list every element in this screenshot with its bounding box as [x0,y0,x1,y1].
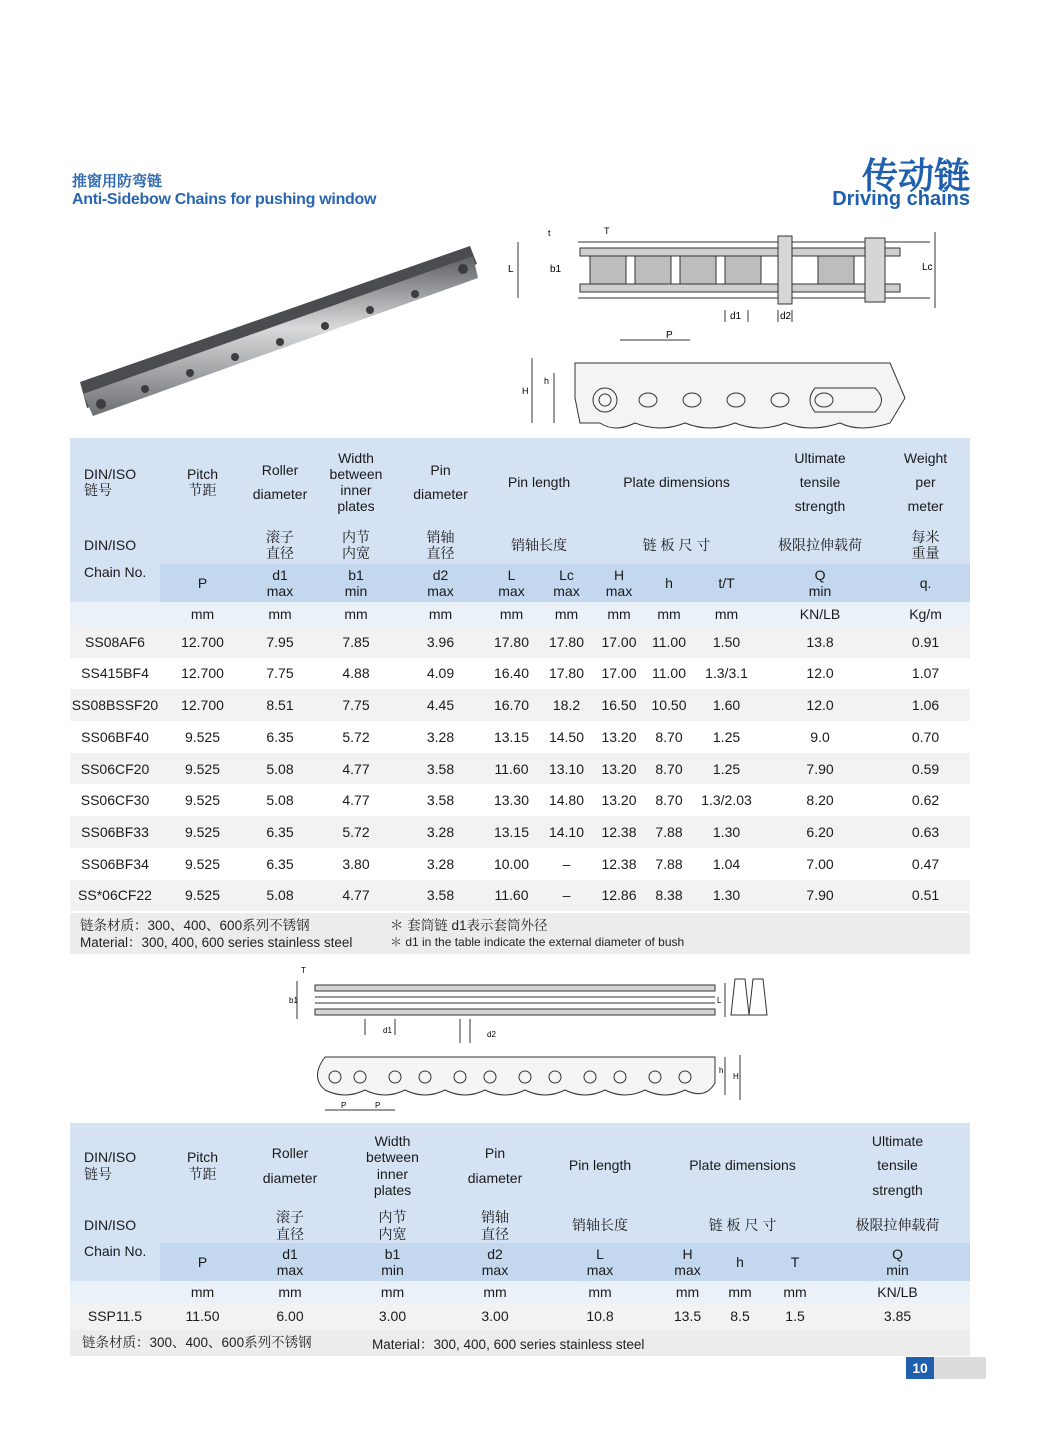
table-cell: 13.15 [484,721,539,753]
section-subtitle-en: Anti-Sidebow Chains for pushing window [72,191,377,208]
table-cell: 13.30 [484,784,539,816]
table-cell: 12.86 [594,880,644,912]
table-cell: – [539,880,594,912]
t2-sym-L: L max [540,1243,660,1281]
page-title-cn: 传动链 [861,155,970,196]
table-cell: 3.58 [397,753,484,785]
t2-hdr-plate-dim: Plate dimensions [660,1123,825,1208]
table-cell: 12.700 [160,658,245,690]
table-cell: 16.70 [484,689,539,721]
table-cell: 1.25 [694,721,759,753]
label-d1-top: d1 [730,311,742,322]
table-cell: 1.25 [694,753,759,785]
t2-sym-P: P [160,1243,245,1281]
table-cell: 13.20 [594,784,644,816]
table-row [70,816,970,848]
table-cell: 11.00 [644,658,694,690]
t2-hdr-plate-dim-cn: 链 板 尺 寸 [660,1208,825,1243]
hdr-uts: Ultimate tensile strength [759,438,881,526]
hdr-pitch: Pitch 节距 [160,438,245,526]
table-cell: 13.10 [539,753,594,785]
table-cell: 3.28 [397,816,484,848]
table-cell: 10.8 [540,1303,660,1330]
page-title-en: Driving chains [832,188,970,210]
t2-hdr-roller-cn: 滚子 直径 [245,1208,335,1243]
table-cell: 3.28 [397,848,484,880]
table-cell: 12.0 [759,658,881,690]
table-cell: 1.30 [694,816,759,848]
chain-no-cell: SS06CF20 [70,753,160,785]
table-cell: 9.525 [160,753,245,785]
units-row: mm mm mm mm mm mm mm mm mm KN/LB Kg/m [70,602,970,626]
hdr-weight: Weight per meter [881,438,970,526]
table-cell: 13.15 [484,816,539,848]
table-cell: 10.00 [484,848,539,880]
table-cell: 0.70 [881,721,970,753]
t2-hdr-pin-length: Pin length [540,1123,660,1208]
table-cell: 3.85 [825,1303,970,1330]
chain-no-cell: SS415BF4 [70,658,160,690]
label2-H: H [733,1072,739,1081]
section-subtitle-cn: 推窗用防弯链 [72,173,163,190]
table-row [70,626,970,658]
table2-material-cn: 链条材质：300、400、600系列不锈钢 [82,1335,312,1350]
label-t: t [548,228,551,238]
table-cell: 7.90 [759,753,881,785]
table-cell: 10.50 [644,689,694,721]
table-cell: 4.09 [397,658,484,690]
table-cell: 0.62 [881,784,970,816]
table-cell: 17.80 [484,626,539,658]
table-cell: 16.40 [484,658,539,690]
hdr-uts-cn: 极限拉伸载荷 [759,526,881,564]
table-cell: 12.700 [160,626,245,658]
table-cell: 1.30 [694,880,759,912]
table-cell: 4.77 [315,784,397,816]
hdr-plate-dim: Plate dimensions [594,438,759,526]
label-b1: b1 [550,264,562,275]
table-cell: 0.51 [881,880,970,912]
t2-hdr-uts: Ultimate tensile strength [825,1123,970,1208]
t2-sym-T: T [765,1243,825,1281]
table-cell: 0.59 [881,753,970,785]
label2-T: T [301,966,306,975]
chain-no-cell: SS08AF6 [70,626,160,658]
table-row [70,880,970,912]
table1-material-en: Material：300, 400, 600 series stainless steel [80,935,353,950]
table-row [70,784,970,816]
label-H-side: H [522,386,529,396]
hdr-din-2: DIN/ISO [70,526,160,564]
table1-bush-cn: ＊ 套筒链 d1表示套筒外径 [390,918,548,933]
sym-Lc: Lc max [539,564,594,602]
label-d2-top: d2 [780,311,792,322]
table-row [70,1303,970,1330]
table-cell: 5.72 [315,816,397,848]
label2-P1: P [341,1101,347,1110]
table-cell: 8.51 [245,689,315,721]
t2-hdr-chain-no: Chain No. [70,1243,160,1281]
table-cell: 8.70 [644,753,694,785]
hdr-roller: Roller diameter [245,438,315,526]
table-cell: 12.38 [594,848,644,880]
table-cell: 13.20 [594,753,644,785]
table-cell: 6.35 [245,848,315,880]
hdr-din: DIN/ISO 链号 [70,438,160,526]
t2-units-row: mm mm mm mm mm mm mm mm KN/LB [70,1281,970,1303]
table-cell: 7.88 [644,816,694,848]
table-cell: 12.700 [160,689,245,721]
table-cell: 8.70 [644,784,694,816]
t2-sym-H: H max [660,1243,715,1281]
table-cell: 4.77 [315,880,397,912]
table-cell: 8.38 [644,880,694,912]
hdr-weight-cn: 每米 重量 [881,526,970,564]
table-cell: 1.60 [694,689,759,721]
t2-sym-d1: d1 max [245,1243,335,1281]
table-cell: 14.50 [539,721,594,753]
table-cell: 17.80 [539,626,594,658]
table-row [70,658,970,690]
t2-hdr-din-2: DIN/ISO [70,1208,160,1243]
table-cell: 7.90 [759,880,881,912]
chain-side-view-drawing [520,328,920,438]
table-cell: 1.04 [694,848,759,880]
table-cell: 11.60 [484,753,539,785]
t2-hdr-roller: Roller diameter [245,1123,335,1208]
table-cell: 5.08 [245,784,315,816]
table-cell: 17.00 [594,626,644,658]
table-cell: 1.5 [765,1303,825,1330]
sym-q: q. [881,564,970,602]
table-cell: 7.88 [644,848,694,880]
sym-Q: Q min [759,564,881,602]
t2-sym-d2: d2 max [450,1243,540,1281]
table-cell: 9.525 [160,816,245,848]
chain-no-cell: SSP11.5 [70,1303,160,1330]
hdr-width: Width between inner plates [315,438,397,526]
table-cell: 6.00 [245,1303,335,1330]
chain-no-cell: SS08BSSF20 [70,689,160,721]
t2-sym-Q: Q min [825,1243,970,1281]
t2-hdr-width-cn: 内节 内宽 [335,1208,450,1243]
table-cell: 3.80 [315,848,397,880]
table-cell: 14.80 [539,784,594,816]
table-cell: 11.00 [644,626,694,658]
table1-material-cn: 链条材质：300、400、600系列不锈钢 [80,918,310,933]
table-cell: 1.50 [694,626,759,658]
table-cell: 7.75 [245,658,315,690]
label-Lc: Lc [922,262,933,273]
sym-d1: d1 max [245,564,315,602]
hdr-roller-cn: 滚子 直径 [245,526,315,564]
table2-material-en: Material：300, 400, 600 series stainless steel [372,1337,645,1352]
chain-no-cell: SS06CF30 [70,784,160,816]
label2-d2: d2 [487,1030,496,1039]
table-row [70,689,970,721]
table-cell: 9.525 [160,784,245,816]
t2-hdr-din: DIN/ISO 链号 [70,1123,160,1208]
table-cell: – [539,848,594,880]
table-cell: 1.07 [881,658,970,690]
table-cell: 1.3/3.1 [694,658,759,690]
table-cell: 0.47 [881,848,970,880]
sym-b1: b1 min [315,564,397,602]
hdr-chain-no: Chain No. [70,564,160,602]
t2-hdr-pitch: Pitch 节距 [160,1123,245,1208]
t2-hdr-pin-length-cn: 销轴长度 [540,1208,660,1243]
table-row [70,753,970,785]
chain-top-view-drawing [500,222,945,332]
table-cell: 3.00 [450,1303,540,1330]
label-L: L [508,264,514,275]
chain2-drawing [285,965,775,1115]
hdr-pin: Pin diameter [397,438,484,526]
t2-hdr-uts-cn: 极限拉伸载荷 [825,1208,970,1243]
chain-photo [75,232,485,417]
table-cell: 18.2 [539,689,594,721]
t2-hdr-width: Width between inner plates [335,1123,450,1208]
t2-sym-b1: b1 min [335,1243,450,1281]
table-cell: 9.0 [759,721,881,753]
table-cell: 4.77 [315,753,397,785]
spec-table-2 [70,1123,970,1330]
table-cell: 9.525 [160,721,245,753]
sym-h: h [644,564,694,602]
page-number: 10 [906,1357,934,1379]
hdr-pin-length-cn: 销轴长度 [484,526,594,564]
sym-d2: d2 max [397,564,484,602]
spec-table-1 [70,438,970,911]
table-cell: 9.525 [160,880,245,912]
table-cell: 0.91 [881,626,970,658]
table-cell: 14.10 [539,816,594,848]
chain-no-cell: SS06BF34 [70,848,160,880]
table-cell: 3.58 [397,784,484,816]
table-cell: 5.08 [245,880,315,912]
table-cell: 6.20 [759,816,881,848]
hdr-pin-length: Pin length [484,438,594,526]
table-cell: 3.58 [397,880,484,912]
table-cell: 3.96 [397,626,484,658]
hdr-pin-cn: 销轴 直径 [397,526,484,564]
table-cell: 17.80 [539,658,594,690]
sym-tT: t/T [694,564,759,602]
table-cell: 12.38 [594,816,644,848]
sym-L: L max [484,564,539,602]
table-cell: 7.85 [315,626,397,658]
t2-hdr-pin: Pin diameter [450,1123,540,1208]
label2-h: h [719,1066,724,1075]
table-cell: 1.06 [881,689,970,721]
table-cell: 7.75 [315,689,397,721]
label2-b1: b1 [289,996,298,1005]
label2-d1: d1 [383,1026,392,1035]
table-cell: 5.08 [245,753,315,785]
table-cell: 3.00 [335,1303,450,1330]
table-cell: 7.00 [759,848,881,880]
chain-no-cell: SS06BF40 [70,721,160,753]
table-cell: 7.95 [245,626,315,658]
table-cell: 6.35 [245,816,315,848]
chain-no-cell: SS*06CF22 [70,880,160,912]
label-P-side: P [666,330,673,341]
table-cell: 8.70 [644,721,694,753]
table-cell: 8.20 [759,784,881,816]
table-cell: 9.525 [160,848,245,880]
table-cell: 16.50 [594,689,644,721]
table-cell: 11.50 [160,1303,245,1330]
table-cell: 6.35 [245,721,315,753]
hdr-plate-dim-cn: 链 板 尺 寸 [594,526,759,564]
table-cell: 4.88 [315,658,397,690]
sym-H: H max [594,564,644,602]
table-row [70,721,970,753]
label2-P2: P [375,1101,381,1110]
t2-sym-h: h [715,1243,765,1281]
table-cell: 3.28 [397,721,484,753]
chain-no-cell: SS06BF33 [70,816,160,848]
table-cell: 1.3/2.03 [694,784,759,816]
table-cell: 13.5 [660,1303,715,1330]
t2-hdr-pin-cn: 销轴 直径 [450,1208,540,1243]
sym-P: P [160,564,245,602]
table-cell: 17.00 [594,658,644,690]
label2-L: L [717,996,722,1005]
table-cell: 12.0 [759,689,881,721]
table-cell: 5.72 [315,721,397,753]
table1-bush-en: ＊ d1 in the table indicate the external diameter of bush [390,935,685,949]
table-cell: 8.5 [715,1303,765,1330]
table-cell: 0.63 [881,816,970,848]
table-cell: 13.20 [594,721,644,753]
label-h-side: h [544,376,550,386]
table-cell: 4.45 [397,689,484,721]
table-row [70,848,970,880]
table-cell: 11.60 [484,880,539,912]
label-T-top: T [604,226,610,236]
table-cell: 13.8 [759,626,881,658]
hdr-width-cn: 内节 内宽 [315,526,397,564]
